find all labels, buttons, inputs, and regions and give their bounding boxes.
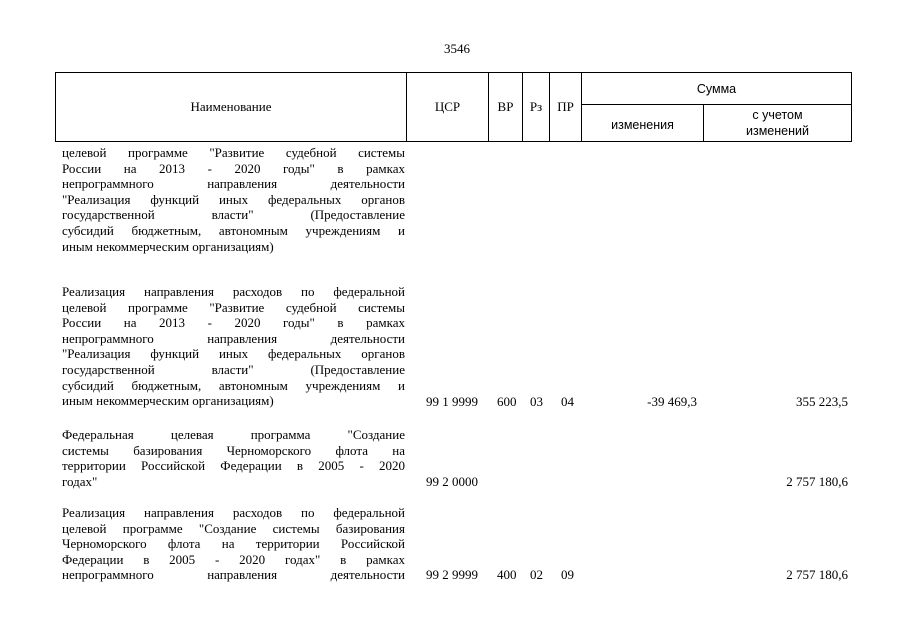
row-3-line-3: Федерации в 2005 - 2020 годах" в рамках (62, 551, 405, 567)
row-1-vr: 600 (497, 394, 517, 409)
header-top-border (55, 72, 852, 73)
header-name: Наименование (190, 99, 272, 114)
row-3-line-1: целевой программе "Создание системы базирования (62, 520, 405, 536)
row-3-line-4: непрограммного направления деятельности (62, 567, 405, 583)
header-sum: Сумма (696, 82, 737, 96)
row-0-line-3: "Реализация функций иных федеральных органов (62, 191, 405, 207)
row-1-total: 355 223,5 (796, 394, 848, 409)
header-sum-divider (581, 104, 852, 105)
row-1-rz: 03 (530, 394, 543, 409)
row-2-line-2: территории Российской Федерации в 2005 - 2020 (62, 458, 405, 474)
header-with-change-line2: изменений (746, 124, 809, 138)
table-row-2-name (62, 427, 405, 489)
row-0-line-5: субсидий бюджетным, автономным учреждениям и (62, 222, 405, 238)
row-1-line-0: Реализация направления расходов по федеральной (62, 284, 405, 299)
row-3-line-0: Реализация направления расходов по федеральной (62, 505, 405, 520)
row-2-csr: 99 2 0000 (426, 474, 478, 489)
table-row-1-name (62, 284, 405, 409)
header-vr: ВР (497, 99, 514, 114)
row-1-line-6: субсидий бюджетным, автономным учреждениям и (62, 377, 405, 393)
row-1-change: -39 469,3 (647, 394, 697, 409)
row-3-line-2: Черноморского флота на территории Российской (62, 536, 405, 552)
header-right-border (851, 72, 852, 142)
row-3-pr: 09 (561, 567, 574, 582)
row-1-line-4: "Реализация функций иных федеральных органов (62, 346, 405, 362)
row-0-line-2: непрограммного направления деятельности (62, 176, 405, 192)
header-bottom-border (55, 141, 852, 142)
row-2-total: 2 757 180,6 (786, 474, 848, 489)
row-2-line-1: системы базирования Черноморского флота на (62, 442, 405, 458)
table-row-0-name (62, 145, 405, 254)
row-3-vr: 400 (497, 567, 517, 582)
header-csr: ЦСР (434, 99, 461, 114)
row-1-pr: 04 (561, 394, 574, 409)
row-1-csr: 99 1 9999 (426, 394, 478, 409)
row-3-total: 2 757 180,6 (786, 567, 848, 582)
row-3-rz: 02 (530, 567, 543, 582)
table-row-3-name (62, 505, 405, 583)
row-1-line-7: иным некоммерческим организациям) (62, 393, 274, 409)
row-3-csr: 99 2 9999 (426, 567, 478, 582)
row-1-line-5: государственной власти" (Предоставление (62, 361, 405, 377)
row-0-line-0: целевой программе "Развитие судебной системы (62, 145, 405, 160)
row-1-line-1: целевой программе "Развитие судебной системы (62, 299, 405, 315)
row-0-line-1: России на 2013 - 2020 годы" в рамках (62, 160, 405, 176)
row-0-line-4: государственной власти" (Предоставление (62, 207, 405, 223)
page-number: 3546 (444, 41, 470, 56)
header-with-change-line1: с учетом (752, 108, 803, 122)
row-1-line-2: России на 2013 - 2020 годы" в рамках (62, 315, 405, 331)
row-1-line-3: непрограммного направления деятельности (62, 330, 405, 346)
row-0-line-6: иным некоммерческим организациям) (62, 238, 274, 254)
row-2-line-0: Федеральная целевая программа "Создание (62, 427, 405, 442)
header-change: изменения (611, 118, 674, 132)
header-rz: Рз (529, 99, 543, 114)
header-pr: ПР (557, 99, 574, 114)
row-2-line-3: годах" (62, 473, 98, 489)
